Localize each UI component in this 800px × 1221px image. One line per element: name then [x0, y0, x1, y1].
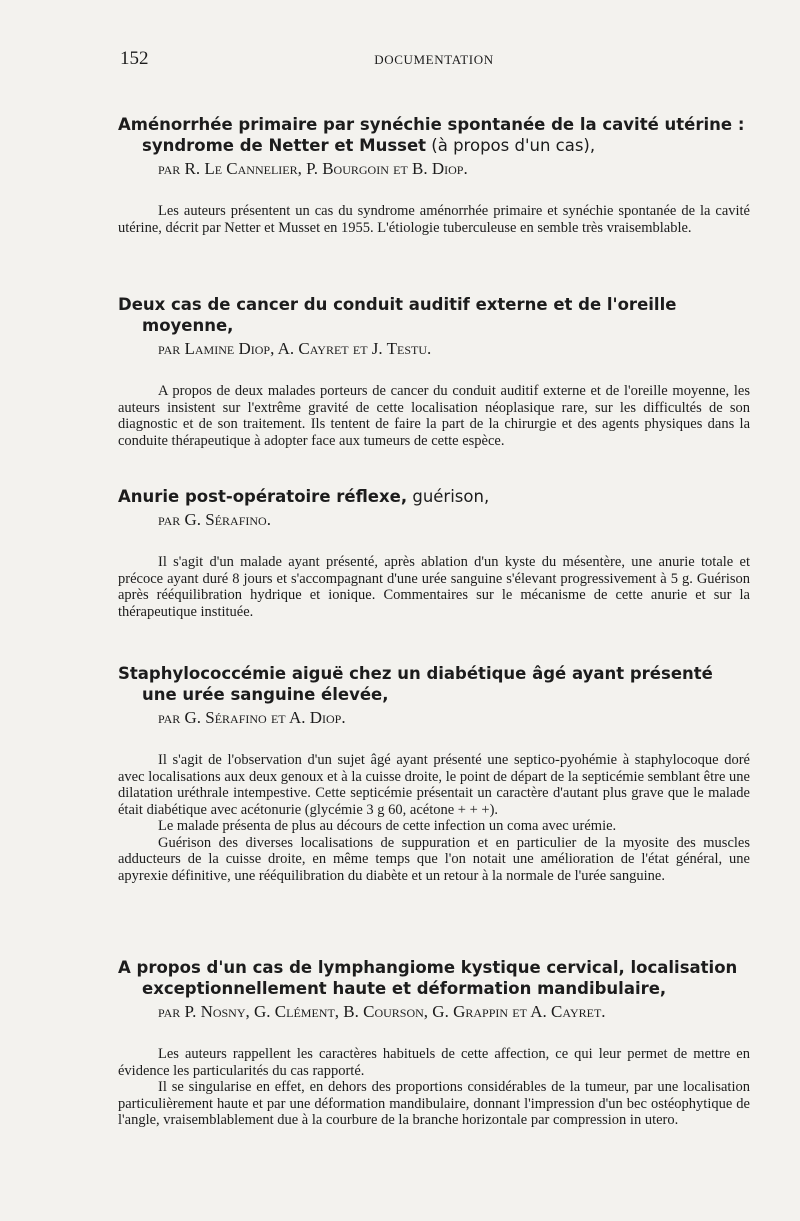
- article-title: A propos d'un cas de lymphangiome kystique cervical, localisation exceptionnellement haute et déformation mandibulaire,: [118, 958, 738, 998]
- running-head: DOCUMENTATION: [374, 52, 494, 67]
- abstract-paragraph: Guérison des diverses localisations de suppuration et en particulier de la myosite des muscles adducteurs de la cuisse droite, en même temps que l'on notait une amélioration de l'état général, une apyrexie définitive, une rééquilibration du diabète et un retour à la normale de l'urée sanguine.: [118, 834, 750, 884]
- article-title: Deux cas de cancer du conduit auditif externe et de l'oreille moyenne,: [118, 295, 677, 335]
- abstract-paragraph: Les auteurs présentent un cas du syndrome aménorrhée primaire et synéchie spontanée de la cavité utérine, décrit par Netter et Musset en 1955. L'étiologie tuberculeuse en semble très vraisemblable.: [118, 203, 750, 236]
- article-title-suffix: guérison,: [407, 487, 490, 506]
- page-header: [118, 48, 750, 72]
- article-title-suffix: (à propos d'un cas),: [426, 136, 596, 155]
- page-number: 152: [120, 48, 149, 69]
- article-anurie: [118, 486, 750, 620]
- abstract-paragraph: Il s'agit d'un malade ayant présenté, après ablation d'un kyste du mésentère, une anurie totale et précoce ayant duré 8 jours et s'accompagnant d'une urée sanguine s'élevant progressivement à 5 g. Guérison après rééquilibration hydrique et ionique. Commentaires sur le mécanisme de cette anurie et sur la thérapeutique instituée.: [118, 554, 750, 620]
- article-authors: par G. Sérafino et A. Diop.: [158, 708, 346, 727]
- article-abstract: [118, 554, 750, 620]
- article-staphylococcemie: [118, 663, 750, 884]
- article-title: [118, 486, 750, 507]
- article-authors: par R. Le Cannelier, P. Bourgoin et B. Diop.: [158, 159, 468, 178]
- abstract-paragraph: Il se singularise en effet, en dehors des proportions considérables de la tumeur, par une localisation particulièrement haute et par une déformation mandibulaire, donnant l'impression d'un bec ostéophytique de l'angle, vraisemblablement due à la courbure de la branche horizontale par compression in utero.: [118, 1079, 750, 1128]
- article-authors: par G. Sérafino.: [158, 510, 271, 529]
- abstract-paragraph: Les auteurs rappellent les caractères habituels de cette affection, ce qui leur permet de mettre en évidence les particularités du cas rapporté.: [118, 1046, 750, 1079]
- article-title: [118, 114, 750, 156]
- article-authors: par P. Nosny, G. Clément, B. Courson, G. Grappin et A. Cayret.: [158, 1002, 606, 1021]
- article-abstract: [118, 1046, 750, 1129]
- article-abstract: [118, 203, 750, 236]
- article-title: Staphylococcémie aiguë chez un diabétique âgé ayant présenté une urée sanguine élevée,: [118, 664, 713, 704]
- article-amenorrhee: [118, 114, 750, 236]
- article-title-main: Anurie post-opératoire réflexe,: [118, 487, 408, 506]
- abstract-paragraph: Il s'agit de l'observation d'un sujet âgé ayant présenté une septico-pyohémie à staphylocoque doré avec localisations aux deux genoux et à la cuisse droite, le point de départ de la septicémie semblant être une dilatation uréthrale intempestive. Cette septicémie présentait un caractère d'autant plus grave que le malade était diabétique avec acétonurie (glycémie 3 g 60, acétone + + +).: [118, 752, 750, 818]
- article-title-main: Aménorrhée primaire par synéchie spontanée de la cavité utérine : syndrome de Netter et Musset: [118, 115, 745, 155]
- article-abstract: [118, 752, 750, 884]
- article-cancer-conduit-auditif: [118, 294, 750, 449]
- article-lymphangiome: [118, 957, 750, 1129]
- abstract-paragraph: Le malade présenta de plus au décours de cette infection un coma avec urémie.: [158, 818, 617, 834]
- article-authors: par Lamine Diop, A. Cayret et J. Testu.: [158, 339, 432, 358]
- abstract-paragraph: A propos de deux malades porteurs de cancer du conduit auditif externe et de l'oreille moyenne, les auteurs insistent sur l'extrême gravité de cette localisation néoplasique rare, sur les difficultés de son diagnostic et de son traitement. Ils tentent de faire la part de la chirurgie et des agents physiques dans la conduite thérapeutique à adopter face aux tumeurs de cette espèce.: [118, 383, 750, 449]
- article-abstract: [118, 383, 750, 449]
